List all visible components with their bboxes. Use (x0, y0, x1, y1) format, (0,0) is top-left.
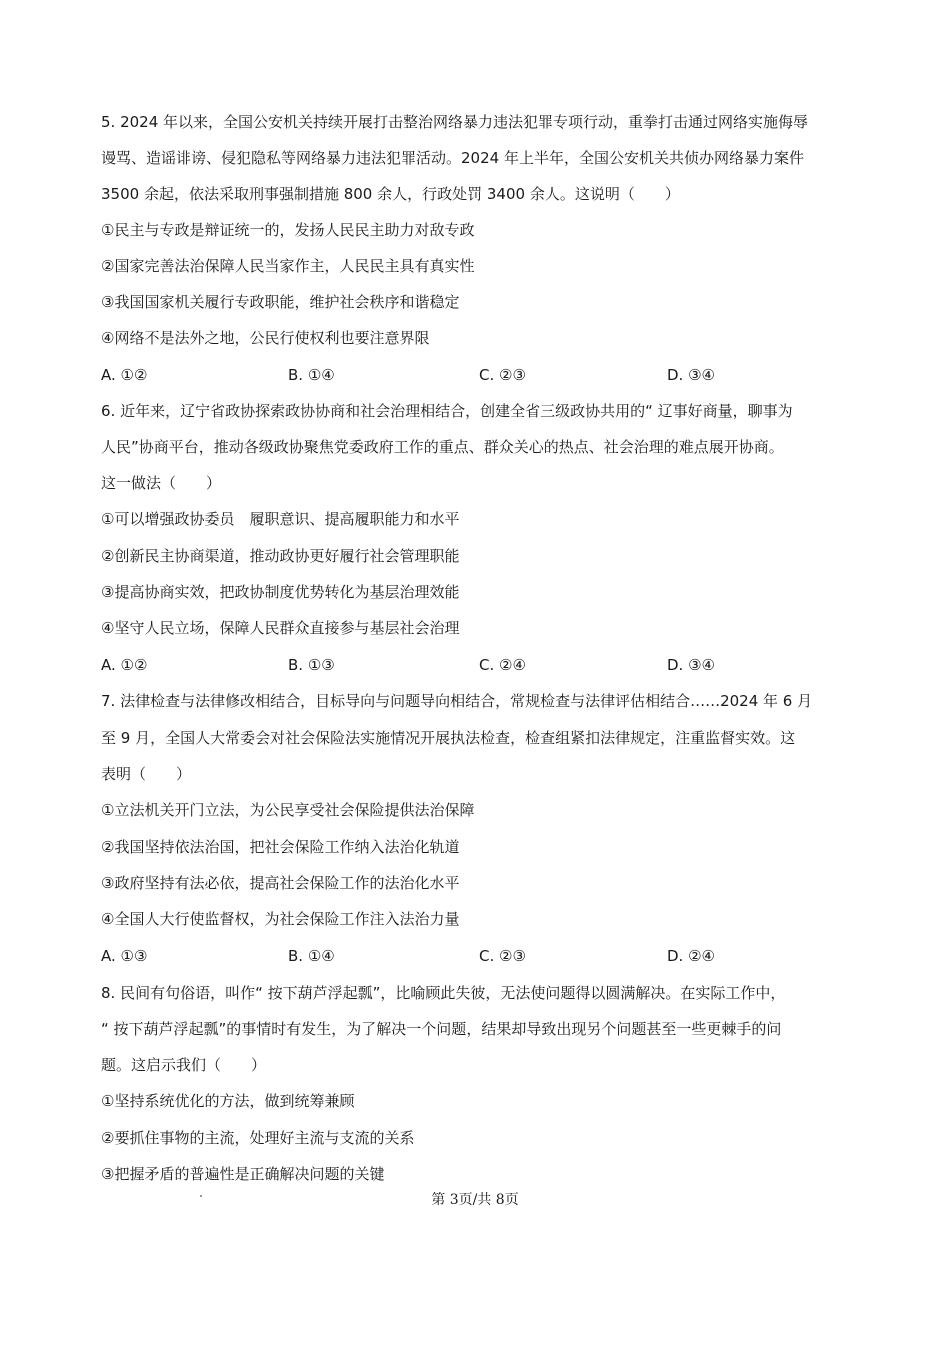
q7-stem-line-2: 至 9 月，全国人大常委会对社会保险法实施情况开展执法检查，检查组紧扣法律规定，注重监督实效。这 (101, 729, 796, 747)
page-number: 第 3页/共 8页 (431, 1192, 519, 1208)
q5-item-1: ①民主与专政是辩证统一的，发扬人民民主助力对敌专政 (101, 221, 475, 239)
q6-item-4: ④坚守人民立场，保障人民群众直接参与基层社会治理 (101, 619, 460, 637)
q8-stem-line-1: 8. 民间有句俗语，叫作“ 按下葫芦浮起瓢”，比喻顾此失彼，无法使问题得以圆满解决。在实际工作中， (101, 984, 786, 1002)
q7-option-a[interactable]: A. ①③ (101, 947, 148, 965)
q5-item-2: ②国家完善法治保障人民当家作主，人民民主具有真实性 (101, 257, 475, 275)
q7-item-1: ①立法机关开门立法，为公民享受社会保险提供法治保障 (101, 801, 475, 819)
q6-option-d[interactable]: D. ③④ (667, 656, 715, 674)
q8-item-2: ②要抓住事物的主流，处理好主流与支流的关系 (101, 1129, 415, 1147)
q6-item-1: ①可以增强政协委员 履职意识、提高履职能力和水平 (101, 510, 460, 528)
q8-stem-line-3: 题。这启示我们（ ） (101, 1056, 267, 1074)
q5-item-3: ③我国国家机关履行专政职能，维护社会秩序和谐稳定 (101, 293, 460, 311)
q7-stem-line-1: 7. 法律检查与法律修改相结合，目标导向与问题导向相结合，常规检查与法律评估相结合……2024 年 6 月 (101, 692, 813, 710)
q5-stem-line-1: 5. 2024 年以来，全国公安机关持续开展打击整治网络暴力违法犯罪专项行动，重拳打击通过网络实施侮辱 (101, 113, 809, 131)
q8-item-1: ①坚持系统优化的方法，做到统筹兼顾 (101, 1092, 355, 1110)
q7-stem-line-3: 表明（ ） (101, 765, 192, 783)
q6-option-c[interactable]: C. ②④ (479, 656, 526, 674)
q6-stem-line-2: 人民”协商平台，推动各级政协聚焦党委政府工作的重点、群众关心的热点、社会治理的难点展开协商。 (101, 438, 784, 456)
q5-option-b[interactable]: B. ①④ (288, 366, 335, 384)
q8-stem-line-2: “ 按下葫芦浮起瓢”的事情时有发生，为了解决一个问题，结果却导致出现另个问题甚至一些更棘手的问 (101, 1020, 782, 1038)
q5-option-c[interactable]: C. ②③ (479, 366, 526, 384)
q7-item-2: ②我国坚持依法治国，把社会保险工作纳入法治化轨道 (101, 838, 460, 856)
q6-item-3: ③提高协商实效，把政协制度优势转化为基层治理效能 (101, 583, 460, 601)
q5-stem-line-3: 3500 余起，依法采取刑事强制措施 800 余人，行政处罚 3400 余人。这说明（ ） (101, 185, 680, 203)
q6-item-2: ②创新民主协商渠道，推动政协更好履行社会管理职能 (101, 547, 460, 565)
q7-option-b[interactable]: B. ①④ (288, 947, 335, 965)
q7-option-c[interactable]: C. ②③ (479, 947, 526, 965)
q7-item-3: ③政府坚持有法必依，提高社会保险工作的法治化水平 (101, 874, 460, 892)
q6-stem-line-1: 6. 近年来，辽宁省政协探索政协协商和社会治理相结合，创建全省三级政协共用的“ 辽事好商量，聊事为 (101, 402, 793, 420)
q6-stem-line-3: 这一做法（ ） (101, 474, 222, 492)
q5-item-4: ④网络不是法外之地，公民行使权利也要注意界限 (101, 329, 430, 347)
q7-option-d[interactable]: D. ②④ (667, 947, 715, 965)
q8-item-3: ③把握矛盾的普遍性是正确解决问题的关键 (101, 1165, 385, 1183)
q5-option-d[interactable]: D. ③④ (667, 366, 715, 384)
q6-option-a[interactable]: A. ①② (101, 656, 148, 674)
q7-item-4: ④全国人大行使监督权，为社会保险工作注入法治力量 (101, 910, 460, 928)
q5-option-a[interactable]: A. ①② (101, 366, 148, 384)
q5-stem-line-2: 谩骂、造谣诽谤、侵犯隐私等网络暴力违法犯罪活动。2024 年上半年，全国公安机关共侦办网络暴力案件 (101, 149, 804, 167)
q6-option-b[interactable]: B. ①③ (288, 656, 335, 674)
